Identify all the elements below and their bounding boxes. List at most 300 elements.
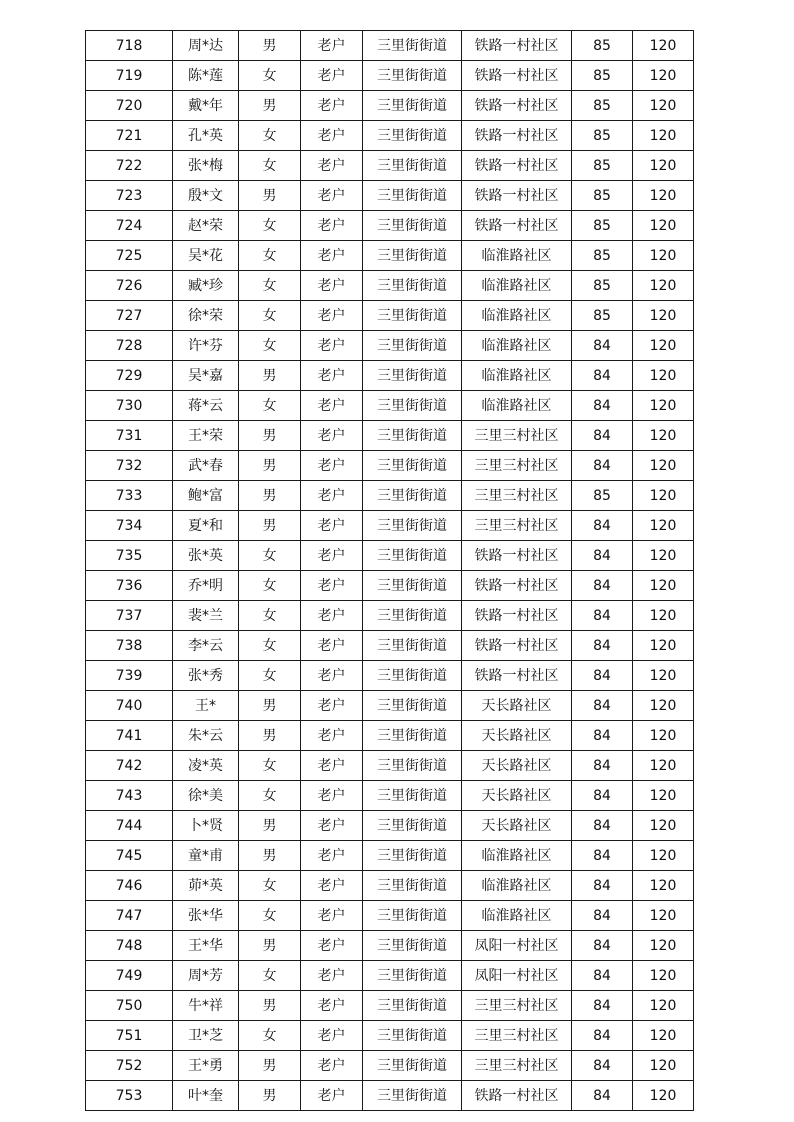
amount-cell: 120 [633,421,694,451]
age-cell: 85 [572,151,633,181]
gender-cell: 女 [239,631,301,661]
amount-cell: 120 [633,391,694,421]
gender-cell: 男 [239,721,301,751]
amount-cell: 120 [633,661,694,691]
community-cell: 铁路一村社区 [462,1081,572,1111]
name-cell: 茆*英 [173,871,239,901]
amount-cell: 120 [633,841,694,871]
name-cell: 张*华 [173,901,239,931]
age-cell: 84 [572,661,633,691]
amount-cell: 120 [633,91,694,121]
name-cell: 周*芳 [173,961,239,991]
name-cell: 李*云 [173,631,239,661]
gender-cell: 男 [239,691,301,721]
community-cell: 临淮路社区 [462,271,572,301]
row-number-cell: 724 [86,211,173,241]
age-cell: 84 [572,421,633,451]
name-cell: 鲍*富 [173,481,239,511]
household-type-cell: 老户 [301,781,363,811]
amount-cell: 120 [633,61,694,91]
table-row [86,871,694,901]
name-cell: 朱*云 [173,721,239,751]
amount-cell: 120 [633,211,694,241]
name-cell: 臧*珍 [173,271,239,301]
amount-cell: 120 [633,571,694,601]
household-type-cell: 老户 [301,31,363,61]
household-type-cell: 老户 [301,181,363,211]
community-cell: 铁路一村社区 [462,631,572,661]
name-cell: 殷*文 [173,181,239,211]
row-number-cell: 723 [86,181,173,211]
row-number-cell: 736 [86,571,173,601]
age-cell: 85 [572,91,633,121]
name-cell: 张*英 [173,541,239,571]
table-row [86,1081,694,1111]
gender-cell: 女 [239,271,301,301]
household-type-cell: 老户 [301,661,363,691]
table-row [86,301,694,331]
table-row [86,241,694,271]
community-cell: 天长路社区 [462,781,572,811]
household-type-cell: 老户 [301,151,363,181]
street-office-cell: 三里街街道 [363,781,462,811]
table-row [86,181,694,211]
gender-cell: 女 [239,901,301,931]
table-row [86,151,694,181]
name-cell: 徐*美 [173,781,239,811]
street-office-cell: 三里街街道 [363,661,462,691]
table-row [86,121,694,151]
gender-cell: 男 [239,1051,301,1081]
street-office-cell: 三里街街道 [363,151,462,181]
household-type-cell: 老户 [301,91,363,121]
community-cell: 铁路一村社区 [462,541,572,571]
name-cell: 张*秀 [173,661,239,691]
household-type-cell: 老户 [301,1081,363,1111]
row-number-cell: 722 [86,151,173,181]
community-cell: 铁路一村社区 [462,61,572,91]
gender-cell: 女 [239,661,301,691]
amount-cell: 120 [633,601,694,631]
gender-cell: 女 [239,151,301,181]
table-row [86,991,694,1021]
table-row [86,481,694,511]
name-cell: 牛*祥 [173,991,239,1021]
name-cell: 武*春 [173,451,239,481]
household-type-cell: 老户 [301,931,363,961]
household-type-cell: 老户 [301,61,363,91]
name-cell: 夏*和 [173,511,239,541]
street-office-cell: 三里街街道 [363,871,462,901]
household-type-cell: 老户 [301,1051,363,1081]
community-cell: 天长路社区 [462,721,572,751]
street-office-cell: 三里街街道 [363,1021,462,1051]
row-number-cell: 731 [86,421,173,451]
age-cell: 85 [572,181,633,211]
household-type-cell: 老户 [301,691,363,721]
name-cell: 叶*奎 [173,1081,239,1111]
community-cell: 铁路一村社区 [462,151,572,181]
street-office-cell: 三里街街道 [363,481,462,511]
row-number-cell: 749 [86,961,173,991]
age-cell: 84 [572,451,633,481]
age-cell: 85 [572,61,633,91]
amount-cell: 120 [633,631,694,661]
row-number-cell: 738 [86,631,173,661]
age-cell: 84 [572,901,633,931]
household-type-cell: 老户 [301,391,363,421]
age-cell: 84 [572,961,633,991]
age-cell: 85 [572,301,633,331]
age-cell: 84 [572,991,633,1021]
gender-cell: 男 [239,991,301,1021]
name-cell: 蒋*云 [173,391,239,421]
street-office-cell: 三里街街道 [363,61,462,91]
amount-cell: 120 [633,511,694,541]
age-cell: 85 [572,121,633,151]
table-row [86,961,694,991]
age-cell: 85 [572,211,633,241]
row-number-cell: 727 [86,301,173,331]
community-cell: 三里三村社区 [462,991,572,1021]
community-cell: 三里三村社区 [462,1051,572,1081]
household-type-cell: 老户 [301,901,363,931]
row-number-cell: 750 [86,991,173,1021]
household-type-cell: 老户 [301,631,363,661]
household-type-cell: 老户 [301,841,363,871]
table-row [86,901,694,931]
household-type-cell: 老户 [301,541,363,571]
table-row [86,691,694,721]
table-row [86,1021,694,1051]
community-cell: 临淮路社区 [462,391,572,421]
amount-cell: 120 [633,331,694,361]
street-office-cell: 三里街街道 [363,541,462,571]
gender-cell: 男 [239,31,301,61]
row-number-cell: 746 [86,871,173,901]
table-row [86,811,694,841]
age-cell: 84 [572,391,633,421]
name-cell: 张*梅 [173,151,239,181]
roster-table-body [86,31,694,1111]
table-row [86,571,694,601]
amount-cell: 120 [633,241,694,271]
street-office-cell: 三里街街道 [363,391,462,421]
community-cell: 天长路社区 [462,751,572,781]
community-cell: 凤阳一村社区 [462,961,572,991]
amount-cell: 120 [633,811,694,841]
gender-cell: 女 [239,781,301,811]
street-office-cell: 三里街街道 [363,631,462,661]
age-cell: 85 [572,481,633,511]
age-cell: 84 [572,811,633,841]
street-office-cell: 三里街街道 [363,421,462,451]
household-type-cell: 老户 [301,721,363,751]
community-cell: 铁路一村社区 [462,211,572,241]
amount-cell: 120 [633,961,694,991]
gender-cell: 女 [239,571,301,601]
table-row [86,751,694,781]
street-office-cell: 三里街街道 [363,841,462,871]
street-office-cell: 三里街街道 [363,331,462,361]
gender-cell: 男 [239,421,301,451]
gender-cell: 女 [239,121,301,151]
community-cell: 天长路社区 [462,811,572,841]
table-row [86,1051,694,1081]
street-office-cell: 三里街街道 [363,961,462,991]
age-cell: 84 [572,511,633,541]
street-office-cell: 三里街街道 [363,181,462,211]
amount-cell: 120 [633,361,694,391]
name-cell: 凌*英 [173,751,239,781]
age-cell: 84 [572,871,633,901]
name-cell: 许*芬 [173,331,239,361]
age-cell: 84 [572,361,633,391]
gender-cell: 男 [239,91,301,121]
row-number-cell: 747 [86,901,173,931]
household-type-cell: 老户 [301,511,363,541]
gender-cell: 女 [239,541,301,571]
age-cell: 84 [572,721,633,751]
row-number-cell: 726 [86,271,173,301]
gender-cell: 男 [239,361,301,391]
street-office-cell: 三里街街道 [363,1051,462,1081]
row-number-cell: 744 [86,811,173,841]
household-type-cell: 老户 [301,811,363,841]
age-cell: 84 [572,781,633,811]
amount-cell: 120 [633,1051,694,1081]
community-cell: 临淮路社区 [462,331,572,361]
gender-cell: 女 [239,391,301,421]
amount-cell: 120 [633,751,694,781]
gender-cell: 男 [239,511,301,541]
age-cell: 84 [572,571,633,601]
table-row [86,421,694,451]
row-number-cell: 734 [86,511,173,541]
amount-cell: 120 [633,991,694,1021]
row-number-cell: 740 [86,691,173,721]
row-number-cell: 728 [86,331,173,361]
name-cell: 陈*莲 [173,61,239,91]
gender-cell: 男 [239,1081,301,1111]
amount-cell: 120 [633,481,694,511]
name-cell: 童*甫 [173,841,239,871]
amount-cell: 120 [633,451,694,481]
community-cell: 三里三村社区 [462,451,572,481]
gender-cell: 女 [239,871,301,901]
household-type-cell: 老户 [301,421,363,451]
amount-cell: 120 [633,181,694,211]
name-cell: 吴*花 [173,241,239,271]
street-office-cell: 三里街街道 [363,721,462,751]
community-cell: 铁路一村社区 [462,571,572,601]
age-cell: 84 [572,931,633,961]
row-number-cell: 725 [86,241,173,271]
row-number-cell: 751 [86,1021,173,1051]
table-row [86,721,694,751]
name-cell: 王*华 [173,931,239,961]
name-cell: 王*荣 [173,421,239,451]
amount-cell: 120 [633,871,694,901]
community-cell: 三里三村社区 [462,421,572,451]
gender-cell: 男 [239,811,301,841]
row-number-cell: 742 [86,751,173,781]
community-cell: 临淮路社区 [462,841,572,871]
amount-cell: 120 [633,301,694,331]
amount-cell: 120 [633,691,694,721]
street-office-cell: 三里街街道 [363,931,462,961]
amount-cell: 120 [633,541,694,571]
row-number-cell: 730 [86,391,173,421]
row-number-cell: 743 [86,781,173,811]
community-cell: 天长路社区 [462,691,572,721]
gender-cell: 女 [239,751,301,781]
amount-cell: 120 [633,1081,694,1111]
age-cell: 85 [572,271,633,301]
community-cell: 临淮路社区 [462,301,572,331]
table-row [86,931,694,961]
age-cell: 85 [572,241,633,271]
household-type-cell: 老户 [301,1021,363,1051]
gender-cell: 女 [239,961,301,991]
row-number-cell: 732 [86,451,173,481]
amount-cell: 120 [633,31,694,61]
row-number-cell: 735 [86,541,173,571]
street-office-cell: 三里街街道 [363,991,462,1021]
age-cell: 84 [572,1021,633,1051]
household-type-cell: 老户 [301,331,363,361]
household-type-cell: 老户 [301,301,363,331]
household-type-cell: 老户 [301,361,363,391]
community-cell: 铁路一村社区 [462,601,572,631]
household-type-cell: 老户 [301,241,363,271]
amount-cell: 120 [633,781,694,811]
table-row [86,61,694,91]
name-cell: 徐*荣 [173,301,239,331]
name-cell: 卜*贤 [173,811,239,841]
gender-cell: 女 [239,601,301,631]
household-type-cell: 老户 [301,271,363,301]
community-cell: 临淮路社区 [462,361,572,391]
community-cell: 三里三村社区 [462,481,572,511]
community-cell: 三里三村社区 [462,1021,572,1051]
table-row [86,361,694,391]
amount-cell: 120 [633,151,694,181]
age-cell: 84 [572,1081,633,1111]
table-row [86,451,694,481]
household-type-cell: 老户 [301,751,363,781]
table-row [86,511,694,541]
amount-cell: 120 [633,121,694,151]
street-office-cell: 三里街街道 [363,211,462,241]
age-cell: 84 [572,601,633,631]
row-number-cell: 741 [86,721,173,751]
household-type-cell: 老户 [301,601,363,631]
name-cell: 裴*兰 [173,601,239,631]
age-cell: 84 [572,541,633,571]
age-cell: 84 [572,691,633,721]
name-cell: 王*勇 [173,1051,239,1081]
table-row [86,331,694,361]
age-cell: 85 [572,31,633,61]
name-cell: 吴*嘉 [173,361,239,391]
amount-cell: 120 [633,901,694,931]
street-office-cell: 三里街街道 [363,1081,462,1111]
household-type-cell: 老户 [301,991,363,1021]
street-office-cell: 三里街街道 [363,691,462,721]
community-cell: 铁路一村社区 [462,661,572,691]
row-number-cell: 737 [86,601,173,631]
community-cell: 临淮路社区 [462,241,572,271]
table-row [86,91,694,121]
gender-cell: 男 [239,841,301,871]
row-number-cell: 721 [86,121,173,151]
street-office-cell: 三里街街道 [363,31,462,61]
name-cell: 周*达 [173,31,239,61]
name-cell: 王* [173,691,239,721]
table-row [86,31,694,61]
table-row [86,661,694,691]
street-office-cell: 三里街街道 [363,751,462,781]
household-type-cell: 老户 [301,871,363,901]
row-number-cell: 745 [86,841,173,871]
row-number-cell: 733 [86,481,173,511]
row-number-cell: 720 [86,91,173,121]
gender-cell: 女 [239,331,301,361]
amount-cell: 120 [633,721,694,751]
gender-cell: 男 [239,481,301,511]
household-type-cell: 老户 [301,571,363,601]
table-row [86,391,694,421]
community-cell: 铁路一村社区 [462,121,572,151]
table-row [86,841,694,871]
age-cell: 84 [572,1051,633,1081]
row-number-cell: 729 [86,361,173,391]
household-type-cell: 老户 [301,211,363,241]
row-number-cell: 739 [86,661,173,691]
gender-cell: 女 [239,1021,301,1051]
row-number-cell: 748 [86,931,173,961]
amount-cell: 120 [633,931,694,961]
name-cell: 卫*芝 [173,1021,239,1051]
name-cell: 孔*英 [173,121,239,151]
household-type-cell: 老户 [301,121,363,151]
street-office-cell: 三里街街道 [363,121,462,151]
table-row [86,601,694,631]
age-cell: 84 [572,751,633,781]
street-office-cell: 三里街街道 [363,241,462,271]
street-office-cell: 三里街街道 [363,91,462,121]
street-office-cell: 三里街街道 [363,271,462,301]
gender-cell: 女 [239,241,301,271]
household-type-cell: 老户 [301,451,363,481]
gender-cell: 男 [239,181,301,211]
age-cell: 84 [572,331,633,361]
community-cell: 临淮路社区 [462,871,572,901]
document-page [85,30,693,1111]
table-row [86,781,694,811]
gender-cell: 女 [239,301,301,331]
age-cell: 84 [572,631,633,661]
household-type-cell: 老户 [301,961,363,991]
name-cell: 乔*明 [173,571,239,601]
table-row [86,211,694,241]
age-cell: 84 [572,841,633,871]
table-row [86,271,694,301]
street-office-cell: 三里街街道 [363,601,462,631]
gender-cell: 男 [239,451,301,481]
amount-cell: 120 [633,1021,694,1051]
